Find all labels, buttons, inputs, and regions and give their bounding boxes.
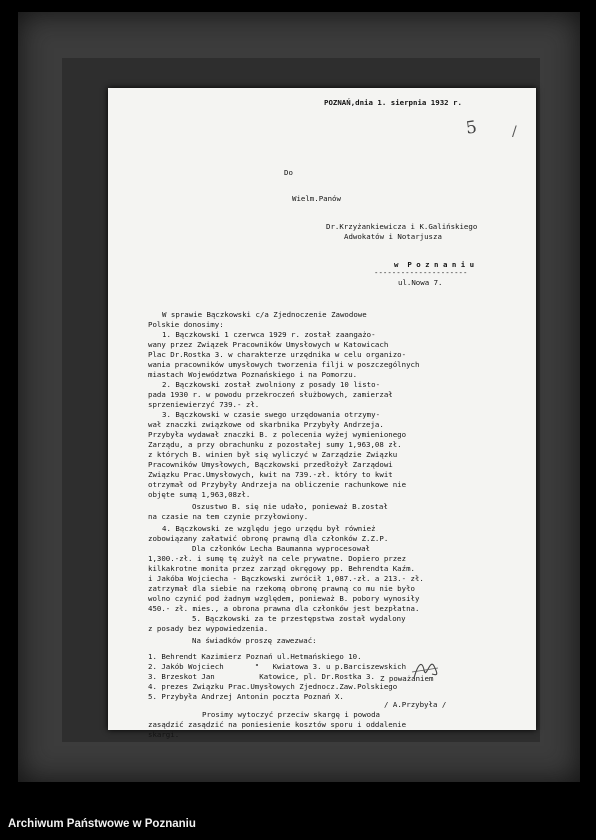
body-line: objęte sumą 1,963,08zł. — [148, 490, 251, 499]
signature-name: / A.Przybyła / — [384, 700, 447, 709]
salutation: Wielm.Panów — [292, 194, 341, 203]
closing-line: zasądzić zasądzić na poniesienie kosztów sporu i oddalenie — [148, 720, 407, 729]
body-line: Pracowników Umysłowych, Bączkowski przedłożył Zarządowi — [148, 460, 393, 469]
signature-icon — [408, 656, 442, 682]
body-line: Oszustwo B. się nie udało, ponieważ B.został — [192, 502, 388, 511]
body-line: wał znaczki związkowe od skarbnika Przybyły Andrzeja. — [148, 420, 384, 429]
body-line: Zarządu, a przy obrachunku z pozostałej sumy 1,963,08 zł. — [148, 440, 402, 449]
list-item: 4. prezes Związku Prac.Umysłowych Zjednocz.Zaw.Polskiego — [148, 682, 398, 691]
body-line: sprzeniewierzyć 739.- zł. — [148, 400, 260, 409]
body-line: Na świadków proszę zawezwać: — [192, 636, 317, 645]
body-line: Polskie donosimy: — [148, 320, 224, 329]
archive-name: Archiwum Państwowe w Poznaniu — [8, 818, 196, 830]
regards: Z poważaniem — [380, 674, 434, 683]
body-line: pada 1930 r. w powodu przekroczeń służbowych, zamierzał — [148, 390, 393, 399]
list-item: 3. Brzeskot Jan Katowice, pl. Dr.Rostka 3. — [148, 672, 375, 681]
body-line: na czasie na tem czynie przyłowiony. — [148, 512, 309, 521]
body-line: otrzymał od Przybyły Andrzeja na obliczenie rachunkowe nie — [148, 480, 407, 489]
body-line: Związku Prac.Umysłowych, kwit na 739.-zł. który to kwit — [148, 470, 393, 479]
city-underline: --------------------- — [374, 268, 468, 277]
addressee-street: ul.Nowa 7. — [398, 278, 443, 287]
body-line: wania pracowników umysłowych tworzenia filji w poszczególnych — [148, 360, 420, 369]
body-line: Plac Dr.Rostka 3. w charakterze urzędnika w celu organizo- — [148, 350, 407, 359]
body-line: z posady bez wypowiedzenia. — [148, 624, 269, 633]
body-line: zobowiązany załatwić obronę prawną dla członków Z.Z.P. — [148, 534, 389, 543]
body-line: Przybyła wydawał znaczki B. z polecenia wyżej wymienionego — [148, 430, 407, 439]
page-number-mark: 5 — [464, 117, 479, 139]
closing-line: Prosimy wytoczyć przeciw skargę i powoda — [202, 710, 380, 719]
list-item: 1. Behrendt Kazimierz Poznań ul.Hetmańskiego 10. — [148, 652, 362, 661]
letter-page — [108, 88, 536, 739]
body-line: Dla członków Lecha Baumanna wyprocesował — [192, 544, 370, 553]
body-line: z których B. winien był się wyliczyć w Zarządzie Związku — [148, 450, 398, 459]
body-line: i Jakóba Wojciecha - Bączkowski zwrócił 1,087.-zł. a 213.- zł. — [148, 574, 424, 583]
closing-line: skargi. — [148, 730, 180, 739]
body-line: 2. Bączkowski został zwolniony z posady 10 listo- — [162, 380, 381, 389]
body-line: wolno czynić pod żadnym względem, ponieważ B. pobory wynosiły — [148, 594, 420, 603]
body-line: zatrzymał dla siebie na rzekomą obronę prawną co mu nie było — [148, 584, 415, 593]
dateline: POZNAŃ,dnia 1. sierpnia 1932 r. — [324, 98, 462, 107]
list-item: 2. Jakób Wojciech " Kwiatowa 3. u p.Barciszewskich — [148, 662, 407, 671]
page-slash-mark: / — [512, 124, 517, 140]
addressee-city: w P o z n a n i u — [394, 260, 475, 269]
body-line: 4. Bączkowski ze względu jego urzędu był również — [162, 524, 376, 533]
body-line: 450.- zł. mies., a obrona prawna dla członków jest bezpłatna. — [148, 604, 420, 613]
body-line: kilkakrotne monita przez zarząd okręgowy pp. Behrendta Kaźm. — [148, 564, 415, 573]
body-line: miastach Województwa Poznańskiego i na Pomorzu. — [148, 370, 358, 379]
addressee-line-2: Adwokatów i Notarjusza — [344, 232, 442, 241]
list-item: 5. Przybyła Andrzej Antonin poczta Poznań X. — [148, 692, 344, 701]
body-line: 1,300.-zł. i sumę tę zużył na cele prywatne. Dopiero przez — [148, 554, 407, 563]
body-line: 3. Bączkowski w czasie swego urzędowania otrzymy- — [162, 410, 381, 419]
recipient-to: Do — [284, 168, 293, 177]
body-line: 1. Bączkowski 1 czerwca 1929 r. został zaangażo- — [162, 330, 376, 339]
addressee-line-1: Dr.Krzyżankiewicza i K.Galińskiego — [326, 222, 478, 231]
body-line: 5. Bączkowski za te przestępstwa został wydalony — [192, 614, 406, 623]
body-line: wany przez Związek Pracowników Umysłowych w Katowicach — [148, 340, 389, 349]
body-line: W sprawie Bączkowski c/a Zjednoczenie Zawodowe — [162, 310, 367, 319]
